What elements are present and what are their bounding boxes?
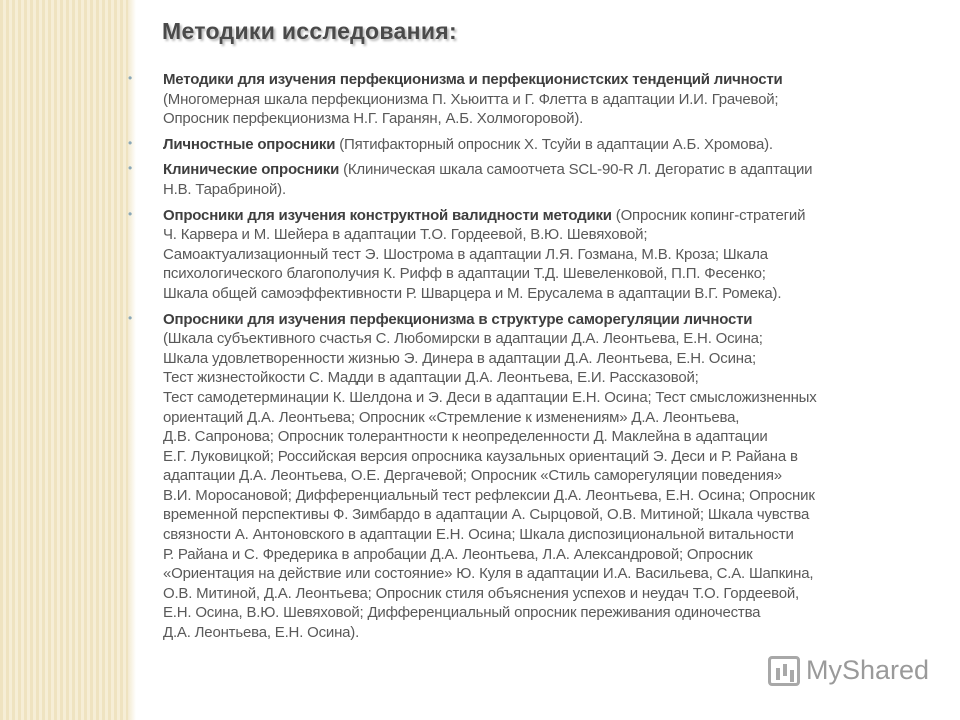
bullet-icon: • <box>128 310 133 325</box>
item-text-line: Шкала общей самоэффективности Р. Шварцера и М. Ерусалема в адаптации В.Г. Ромека). <box>163 284 782 302</box>
item-heading: Клинические опросники <box>163 161 340 179</box>
item-heading: Опросники для изучения конструктной валидности методики <box>163 206 612 224</box>
item-text-line: временной перспективы Ф. Зимбардо в адаптации А. Сырцовой, О.В. Митиной; Шкала чувства <box>163 506 810 524</box>
bullet-icon: • <box>128 161 133 176</box>
item-text-line: Н.В. Тарабриной). <box>163 180 286 198</box>
item-text-line: Р. Райана и С. Фредерика в апробации Д.А. Леонтьева, Л.А. Александровой; Опросник <box>163 545 753 563</box>
item-text-line: Тест жизнестойкости С. Мадди в адаптации Д.А. Леонтьева, Е.И. Рассказовой; <box>163 369 699 387</box>
list-item <box>128 310 948 643</box>
item-first-line <box>163 160 948 180</box>
item-text: (Пятифакторный опросник Х. Тсуйи в адаптации А.Б. Хромова). <box>335 135 773 153</box>
item-text-line: «Ориентация на действие или состояние» Ю. Куля в адаптации И.А. Васильева, С.А. Шапкина, <box>163 565 814 583</box>
item-first-line <box>163 310 948 330</box>
item-text-line: адаптации Д.А. Леонтьева, О.Е. Дергачевой; Опросник «Стиль саморегуляции поведения» <box>163 467 782 485</box>
list-item <box>128 70 948 129</box>
item-text-line: Ч. Карвера и М. Шейера в адаптации Т.О. Гордеевой, В.Ю. Шевяховой; <box>163 226 648 244</box>
item-text-line: Тест самодетерминации К. Шелдона и Э. Деси в адаптации Е.Н. Осина; Тест смысложизненных <box>163 388 817 406</box>
item-text: (Опросник копинг-стратегий <box>611 206 806 224</box>
item-text-line: Опросник перфекционизма Н.Г. Гаранян, А.Б. Холмогоровой). <box>163 110 584 128</box>
item-text-line: Е.Г. Луковицкой; Российская версия опросника каузальных ориентаций Э. Деси и Р. Райана в <box>163 447 798 465</box>
item-text-line: О.В. Митиной, Д.А. Леонтьева; Опросник стиля объяснения успехов и неудач Т.О. Гордеевой, <box>163 584 799 602</box>
item-text-line: психологического благополучия К. Рифф в адаптации Т.Д. Шевеленковой, П.П. Фесенко; <box>163 265 766 283</box>
list-item <box>128 206 948 304</box>
item-text-line: В.И. Моросановой; Дифференциальный тест рефлексии Д.А. Леонтьева, Е.Н. Осина; Опросник <box>163 486 815 504</box>
list-item <box>128 160 948 199</box>
item-text-line: Д.В. Сапронова; Опросник толерантности к неопределенности Д. Маклейна в адаптации <box>163 428 768 446</box>
item-text-line: связности А. Антоновского в адаптации Е.Н. Осина; Шкала диспозициональной витальности <box>163 526 794 544</box>
decorative-stripe <box>0 0 128 720</box>
item-text-line: Шкала удовлетворенности жизнью Э. Динера в адаптации Д.А. Леонтьева, Е.Н. Осина; <box>163 349 756 367</box>
item-text-line: (Шкала субъективного счастья С. Любомирски в адаптации Д.А. Леонтьева, Е.Н. Осина; <box>163 330 763 348</box>
bullet-icon: • <box>128 71 133 85</box>
bullet-icon: • <box>128 135 133 150</box>
bullet-list <box>128 70 948 649</box>
item-text-line: ориентаций Д.А. Леонтьева; Опросник «Стремление к изменениям» Д.А. Леонтьева, <box>163 408 740 426</box>
item-first-line <box>163 206 948 226</box>
list-item <box>128 135 948 155</box>
item-text-line: (Многомерная шкала перфекционизма П. Хьюитта и Г. Флетта в адаптации И.И. Грачевой; <box>163 90 779 108</box>
item-text-line: Д.А. Леонтьева, Е.Н. Осина). <box>163 624 360 642</box>
item-first-line <box>163 135 948 155</box>
item-heading: Личностные опросники <box>163 135 336 153</box>
item-heading: Методики для изучения перфекционизма и перфекционистских тенденций личности <box>163 71 783 88</box>
bullet-icon: • <box>128 206 133 221</box>
item-heading: Опросники для изучения перфекционизма в структуре саморегуляции личности <box>163 310 753 328</box>
watermark-logo <box>768 655 929 686</box>
item-text: (Клиническая шкала самоотчета SCL-90-R Л. Дегоратис в адаптации <box>339 161 813 179</box>
watermark-text: MyShared <box>806 655 930 685</box>
item-text-line: Самоактуализационный тест Э. Шострома в адаптации Л.Я. Гозмана, М.В. Кроза; Шкала <box>163 245 768 263</box>
item-first-line <box>163 70 948 90</box>
chart-logo-icon <box>768 656 800 686</box>
item-text-line: Е.Н. Осина, В.Ю. Шевяховой; Дифференциальный опросник переживания одиночества <box>163 604 761 622</box>
slide-title: Методики исследования: <box>162 18 457 44</box>
